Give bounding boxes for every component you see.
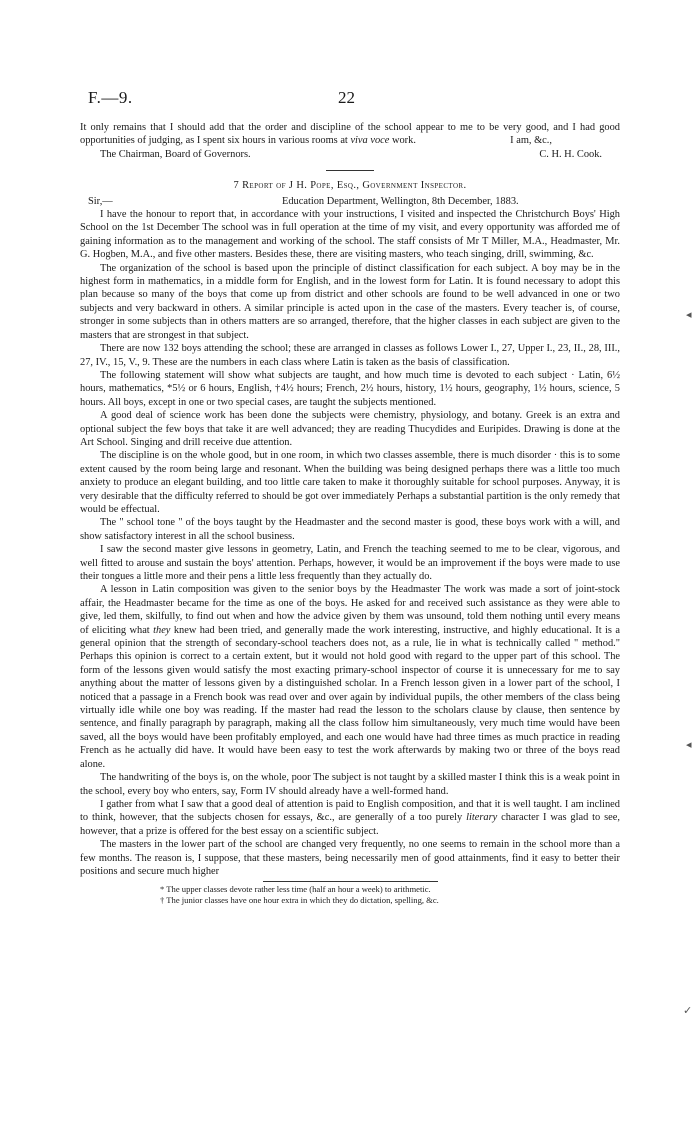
section-divider: [326, 170, 374, 171]
margin-mark: ◂: [686, 739, 692, 751]
addressee: The Chairman, Board of Governors.: [100, 148, 251, 160]
report-paragraph: The masters in the lower part of the school are changed very frequently, no one seems to remain in the school more than a few months. The reason is, I suppose, that these masters, being necessarily men of good attainments, find it easy to better their positions and secure much higher: [80, 839, 620, 877]
salutation-line: [80, 195, 620, 208]
report-title: 7 Report of J H. Pope, Esq., Government Inspector.: [233, 180, 467, 192]
italic-word: they: [153, 624, 171, 636]
footnote: * The upper classes devote rather less time (half an hour a week) to arithmetic.: [160, 884, 431, 895]
signature-line: [80, 148, 620, 161]
report-paragraph: A lesson in Latin composition was given to the senior boys by the Headmaster The work was made a sort of joint-stock affair, the Headmaster became for the time as one of the boys. He asked for and received such assistance as they were able to give, led them, skilfully, to find out when and how the advice given by them was unsound, told them nothing until every means of eliciting what they knew had been tried, and generally made the work interesting, instructive, and highly educational. It is a general opinion that the strength of secondary-school teachers does not, as a rule, lie in what is technically called " method." Perhaps this opinion is correct to a certain extent, but it would not hold good with regard to the upper part of this school. The form of the lessons given would satisfy the most exacting primary-school inspector of course it is unnecessary for me to say anything about the matter of lessons given by a distinguished scholar. In a French lesson given in a lower part of the school, I noticed that a passage in a French book was read over and over again by individual pupils, the other members of the class being virtually idle while one boy was reading. If the master had read the lesson to the scholars clause by clause, then sentence by sentence, and finally paragraph by paragraph, making all the class follow him simultaneously, very much time would have been saved, all the boys would have been profitably employed, and each one would have had three times as much practice in reading French as he actually did have. It would have been easy to test the work afterwards by making two or three of the boys read alone.: [80, 584, 620, 770]
report-paragraph: The discipline is on the whole good, but in one room, in which two classes assemble, there is much disorder · this is to some extent caused by the room being large and resonant. When the building was being designed perhaps there was a little too much anxiety to produce an elegant building, and too little care taken to make it thoroughly suitable for school purposes. Anyway, it is very desirable that the difficulty referred to should be got over immediately Perhaps a substantial partition is the only remedy that would be effectual.: [80, 450, 620, 515]
report-paragraph: The handwriting of the boys is, on the whole, poor The subject is not taught by a skilled master I think this is a weak point in the school, every boy who enters, say, Form IV should already have a well-formed hand.: [80, 772, 620, 797]
report-paragraph: The following statement will show what subjects are taught, and how much time is devoted to each subject · Latin, 6½ hours, mathematics, *5½ or 6 hours, English, †4½ hours; French, 2½ hours, history, 1½ hours, geography, 1½ hours, science, 5 hours. All boys, except in one or two special cases, are taught the subjects mentioned.: [80, 369, 620, 408]
closing-formula: I am, &c.,: [510, 135, 552, 147]
report-paragraph: There are now 132 boys attending the school; these are arranged in classes as follows Lower I., 27, Upper I., 23, II., 28, III., 27, IV., 15, V., 9. These are the numbers in each class where Latin is taken as the basis of classification.: [80, 343, 620, 368]
document-reference: F.—9.: [88, 88, 133, 107]
report-paragraph: The " school tone " of the boys taught by the Headmaster and the second master is good, these boys work with a will, and show satisfactory interest in all the school business.: [80, 517, 620, 542]
report-paragraph: The organization of the school is based upon the principle of distinct classification for each subject. A boy may be in the highest form in mathematics, in a middle form for English, and in the lowest form for Latin. It is found necessary to adopt this plan because so many of the boys that come up from district and other schools are found to be well advanced in one or two subjects and very backward in others. A similar principle is acted upon in the case of the masters. Every teacher is, of course, stronger in some subjects than in others matters are so arranged, therefore, that the higher classes in each subject are given to the masters that are strongest in that subject.: [80, 262, 620, 341]
report-paragraph: I saw the second master give lessons in geometry, Latin, and French the teaching seemed to me to be clear, vigorous, and well fitted to arouse and sustain the boys' attention. Perhaps, however, it would be an improvement if the boys were made to use their tongues a little more and their pens a little less frequently than they actually do.: [80, 544, 620, 582]
signature: C. H. H. Cook.: [539, 148, 602, 160]
closing-paragraph: It only remains that I should add that the order and discipline of the school appear to me to be very good, and I had good opportunities of judging, as I spent six hours in various rooms at viva voce work.: [80, 122, 620, 147]
footnote: † The junior classes have one hour extra in which they do dictation, spelling, &c.: [160, 894, 439, 905]
margin-mark: ✓: [683, 1005, 693, 1017]
date-line: Education Department, Wellington, 8th December, 1883.: [282, 195, 519, 207]
page-number: 22: [338, 88, 355, 107]
italic-phrase: viva voce: [350, 135, 390, 147]
page-header: [80, 88, 620, 110]
italic-word: literary: [466, 812, 498, 824]
salutation: Sir,—: [88, 195, 113, 207]
footnote-divider: [263, 881, 438, 882]
document-body: [80, 121, 620, 906]
report-paragraph: I gather from what I saw that a good deal of attention is paid to English composition, and that it is well taught. I am inclined to think, however, that the subjects chosen for essays, &c., are generally of a too purely literary character I was glad to see, however, that a prize is offered for the best essay on a scientific subject.: [80, 798, 620, 837]
report-paragraph: A good deal of science work has been done the subjects were chemistry, physiology, and botany. Greek is an extra and optional subject the few boys that take it are well advanced; they are reading Thucydides and Euripides. Drawing is done at the Art School. Singing and drill receive due attention.: [80, 410, 620, 448]
margin-mark: ◂: [686, 309, 692, 321]
report-paragraph: I have the honour to report that, in accordance with your instructions, I visited and inspected the Christchurch Boys' High School on the 1st December The school was in full operation at the time of my visit, and every opportunity was afforded me of gaining information as to the management and working of the school. The staff consists of Mr T Miller, M.A., Headmaster, Mr. G. Hogben, M.A., and five other masters. Besides these, there are visiting masters, who teach singing, drill, swimming, &c.: [80, 209, 620, 261]
